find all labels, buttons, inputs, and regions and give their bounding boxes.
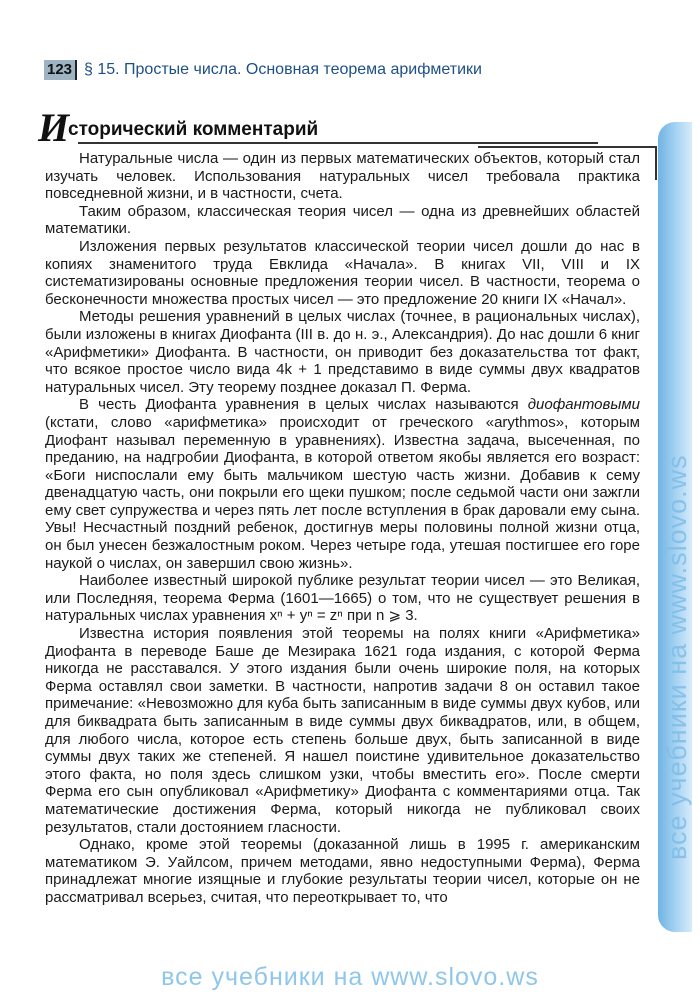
paragraph: Однако, кроме этой теоремы (доказанной лишь в 1995 г. американским математиком Э. Уайлсом, причем методами, явно недоступными Ферма), Ферма принадлежат многие изящные и глубокие результаты теории чисел, которые он не рассматривал всерьез, считая, что переоткрывает то, что (45, 836, 640, 906)
paragraph: Натуральные числа — один из первых математических объектов, который стал изучать человек. Использования натуральных чисел требовала практика повседневной жизни, и в частности, счета. (45, 150, 640, 203)
heading-text: сторический комментарий (68, 119, 319, 140)
paragraph: Известна история появления этой теоремы на полях книги «Арифметика» Диофанта в переводе Баше де Мезирака 1621 года издания, с которой Ферма никогда не расставался. У этого издания были очень широкие поля, на которых Ферма оставлял свои заметки. В частности, напротив задачи 8 он оставил такое примечание: «Невозможно для куба быть записанным в виде суммы двух кубов, или для биквадрата быть записанным в виде суммы двух биквадратов, или, в общем, для любого числа, которое есть степень больше двух, быть записанной в виде суммы двух таких же степеней. Я нашел поистине удивительное доказательство этого факта, но поля здесь слишком узки, чтобы вместить его». После смерти Ферма его сын опубликовал «Арифметику» Диофанта с комментариями отца. Так математические достижения Ферма, который никогда не публиковал своих результатов, стали достоянием гласности. (45, 625, 640, 836)
paragraph: Наиболее известный широкой публике результат теории чисел — это Великая, или Последняя, теорема Ферма (1601—1665) о том, что не существует решения в натуральных числах уравнения xⁿ + yⁿ = zⁿ при n ⩾ 3. (45, 572, 640, 625)
page-number: 123 (44, 60, 77, 80)
paragraph-text: В честь Диофанта уравнения в целых числах называются (79, 396, 528, 414)
historical-comment-heading (38, 105, 598, 150)
frame-rule-right (655, 146, 657, 180)
paragraph (45, 396, 640, 572)
paragraph: Методы решения уравнений в целых числах (точнее, в рациональных числах), были изложены в книгах Диофанта (III в. до н. э., Александрия). До нас дошли 6 книг «Арифметики» Диофанта. В частности, он приводит без доказательства тот факт, что всякое простое число вида 4k + 1 представимо в виде суммы двух квадратов натуральных чисел. Эту теорему позднее доказал П. Ферма. (45, 308, 640, 396)
section-title: § 15. Простые числа. Основная теорема арифметики (84, 61, 482, 78)
heading-underline (78, 142, 598, 144)
paragraph: Изложения первых результатов классической теории чисел дошли до нас в копиях знаменитого труда Евклида «Начала». В книгах VII, VIII и IX систематизированы основные предложения теории чисел. В частности, теорема о бесконечности множества простых чисел — это предложение 20 книги IX «Начал». (45, 237, 640, 308)
body-text (45, 150, 640, 907)
frame-rule-top (478, 146, 656, 148)
page-header (44, 60, 644, 82)
italic-term: диофантовыми (527, 396, 640, 414)
paragraph-text: (кстати, слово «арифметика» происходит от греческого «arythmos», которым Диофант называл переменную в уравнениях). Известна задача, высеченная, по преданию, на надгробии Диофанта, в которой ответом якобы является его возраст: «Боги ниспослали ему быть мальчиком шестую часть жизни. Добавив к сему двенадцатую часть, они покрыли его щеки пушком; после седьмой части они зажгли ему свет супружества и через пять лет после вступления в брак даровали ему сына. Увы! Несчастный поздний ребенок, достигнув меры половины полной жизни отца, он был унесен безжалостным роком. Через четыре года, утешая постигшее его горе наукой о числах, он завершил свою жизнь». (45, 413, 640, 572)
heading-initial: И (38, 105, 70, 150)
footer-watermark: все учебники на www.slovo.ws (161, 963, 539, 991)
side-watermark: все учебники на www.slovo.ws (662, 454, 692, 860)
paragraph: Таким образом, классическая теория чисел — одна из древнейших областей математики. (45, 202, 640, 238)
